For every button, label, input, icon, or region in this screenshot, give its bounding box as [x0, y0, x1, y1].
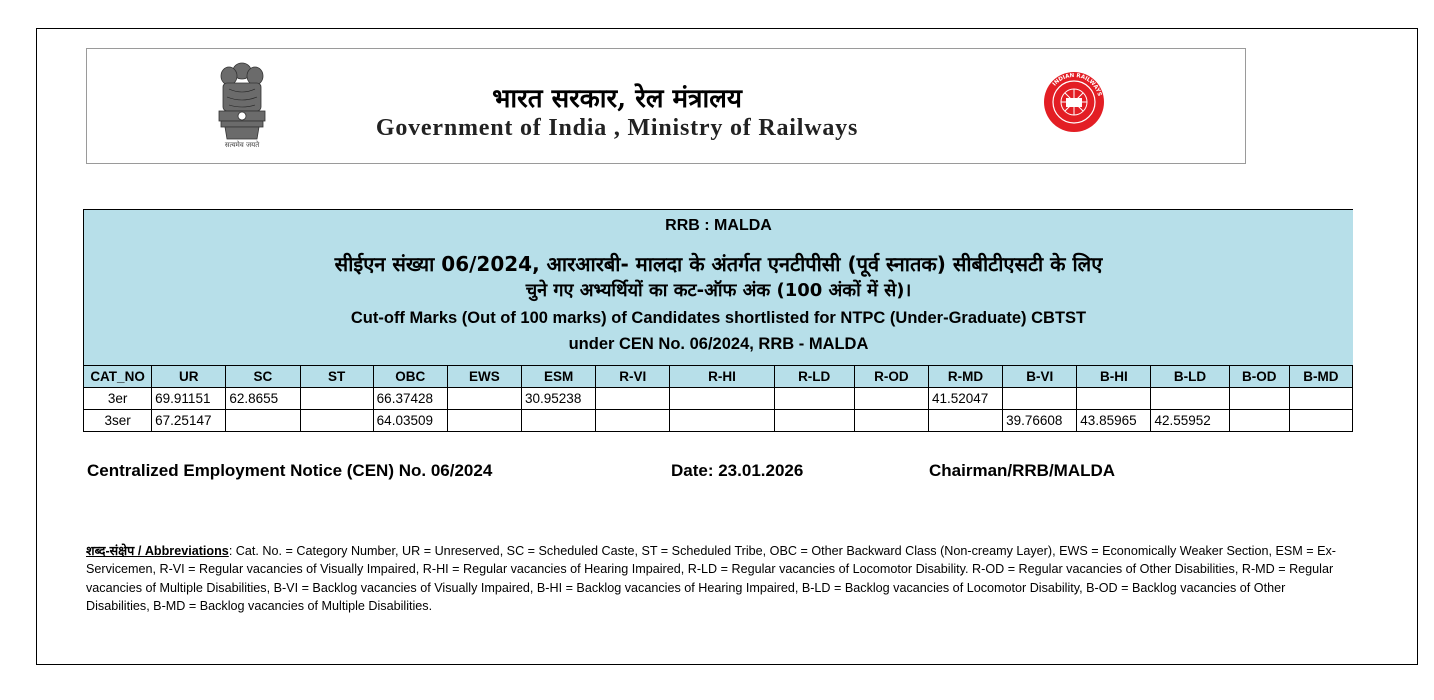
notice-date: Date: 23.01.2026	[671, 461, 804, 480]
table-cell: 41.52047	[928, 388, 1002, 410]
column-header: ESM	[522, 366, 596, 388]
table-cell	[447, 388, 521, 410]
column-header: B-VI	[1003, 366, 1077, 388]
column-header: R-MD	[928, 366, 1002, 388]
letterhead	[86, 48, 1246, 164]
table-row	[84, 410, 1353, 432]
table-cell: 66.37428	[373, 388, 447, 410]
column-header: CAT_NO	[84, 366, 152, 388]
table-cell	[226, 410, 300, 432]
abbreviations-text: : Cat. No. = Category Number, UR = Unreserved, SC = Scheduled Caste, ST = Scheduled Tribe, OBC = Other Backward Class (Non-creamy Layer), EWS = Economically Weaker Section, ESM = Ex-Servicemen, R-VI = Regular vacancies of Visually Impaired, R-HI = Regular vacancies of Hearing Impaired, R-LD = Regular vacancies of Locomotor Disability. R-OD = Regular vacancies of Other Disabilities, R-MD = Regular vacancies of Multiple Disabilities, B-VI = Backlog vacancies of Visually Impaired, B-HI = Backlog vacancies of Hearing Impaired, B-LD = Backlog vacancies of Locomotor Disability, B-OD = Backlog vacancies of Other Disabilities, B-MD = Backlog vacancies of Multiple Disabilities.	[86, 544, 1336, 613]
notice-header	[83, 209, 1353, 365]
table-cell	[300, 410, 373, 432]
table-cell	[854, 388, 928, 410]
column-header: R-OD	[854, 366, 928, 388]
table-cell: 30.95238	[522, 388, 596, 410]
ashoka-emblem-icon	[207, 59, 277, 153]
table-cell: 64.03509	[373, 410, 447, 432]
abbreviations	[86, 542, 1348, 615]
table-cell	[774, 388, 854, 410]
column-header: R-VI	[596, 366, 670, 388]
table-cell	[670, 410, 774, 432]
column-header: B-LD	[1151, 366, 1229, 388]
table-cell: 39.76608	[1003, 410, 1077, 432]
column-header: B-HI	[1077, 366, 1151, 388]
column-header: R-HI	[670, 366, 774, 388]
letterhead-title-hindi: भारत सरकार, रेल मंत्रालय	[492, 84, 742, 114]
column-header: B-OD	[1229, 366, 1289, 388]
table-cell	[1229, 410, 1289, 432]
table-cell	[1077, 388, 1151, 410]
table-header-row	[84, 366, 1353, 388]
abbreviations-label: शब्द-संक्षेप / Abbreviations	[86, 544, 229, 558]
railway-logo-text: INDIAN RAILWAYS	[1051, 72, 1103, 98]
table-cell	[447, 410, 521, 432]
table-cell	[1289, 410, 1352, 432]
table-cell: 3ser	[84, 410, 152, 432]
table-row	[84, 388, 1353, 410]
table-cell: 67.25147	[152, 410, 226, 432]
table-cell	[300, 388, 373, 410]
rrb-title: RRB : MALDA	[665, 217, 772, 234]
column-header: B-MD	[1289, 366, 1352, 388]
column-header: UR	[152, 366, 226, 388]
table-cell: 69.91151	[152, 388, 226, 410]
table-cell	[596, 410, 670, 432]
letterhead-title-english: Government of India , Ministry of Railways	[375, 115, 859, 141]
table-cell	[1151, 388, 1229, 410]
table-cell	[1003, 388, 1077, 410]
column-header: EWS	[447, 366, 521, 388]
table-cell: 43.85965	[1077, 410, 1151, 432]
heading-hindi-line2: चुने गए अभ्यर्थियों का कट-ऑफ अंक (100 अंकों में से)।	[525, 280, 912, 301]
emblem-caption: सत्यमेव जयते	[224, 141, 260, 149]
heading-english-line2: under CEN No. 06/2024, RRB - MALDA	[568, 335, 869, 353]
table-cell: 42.55952	[1151, 410, 1229, 432]
table-cell	[1289, 388, 1352, 410]
table-cell	[774, 410, 854, 432]
table-cell	[1229, 388, 1289, 410]
table-cell	[670, 388, 774, 410]
indian-railways-logo-icon	[1043, 71, 1105, 133]
column-header: R-LD	[774, 366, 854, 388]
cen-number: Centralized Employment Notice (CEN) No. 06/2024	[87, 461, 493, 480]
column-header: OBC	[373, 366, 447, 388]
column-header: SC	[226, 366, 300, 388]
heading-english-line1: Cut-off Marks (Out of 100 marks) of Candidates shortlisted for NTPC (Under-Graduate) CBTST	[350, 309, 1087, 327]
cutoff-table	[83, 365, 1353, 432]
table-cell	[928, 410, 1002, 432]
table-cell	[854, 410, 928, 432]
table-cell	[522, 410, 596, 432]
table-cell: 62.8655	[226, 388, 300, 410]
table-cell: 3er	[84, 388, 152, 410]
column-header: ST	[300, 366, 373, 388]
chairman-signature: Chairman/RRB/MALDA	[929, 461, 1116, 480]
table-cell	[596, 388, 670, 410]
heading-hindi-line1: सीईएन संख्या 06/2024, आरआरबी- मालदा के अंतर्गत एनटीपीसी (पूर्व स्नातक) सीबीटीएसटी के लिए	[334, 252, 1103, 276]
